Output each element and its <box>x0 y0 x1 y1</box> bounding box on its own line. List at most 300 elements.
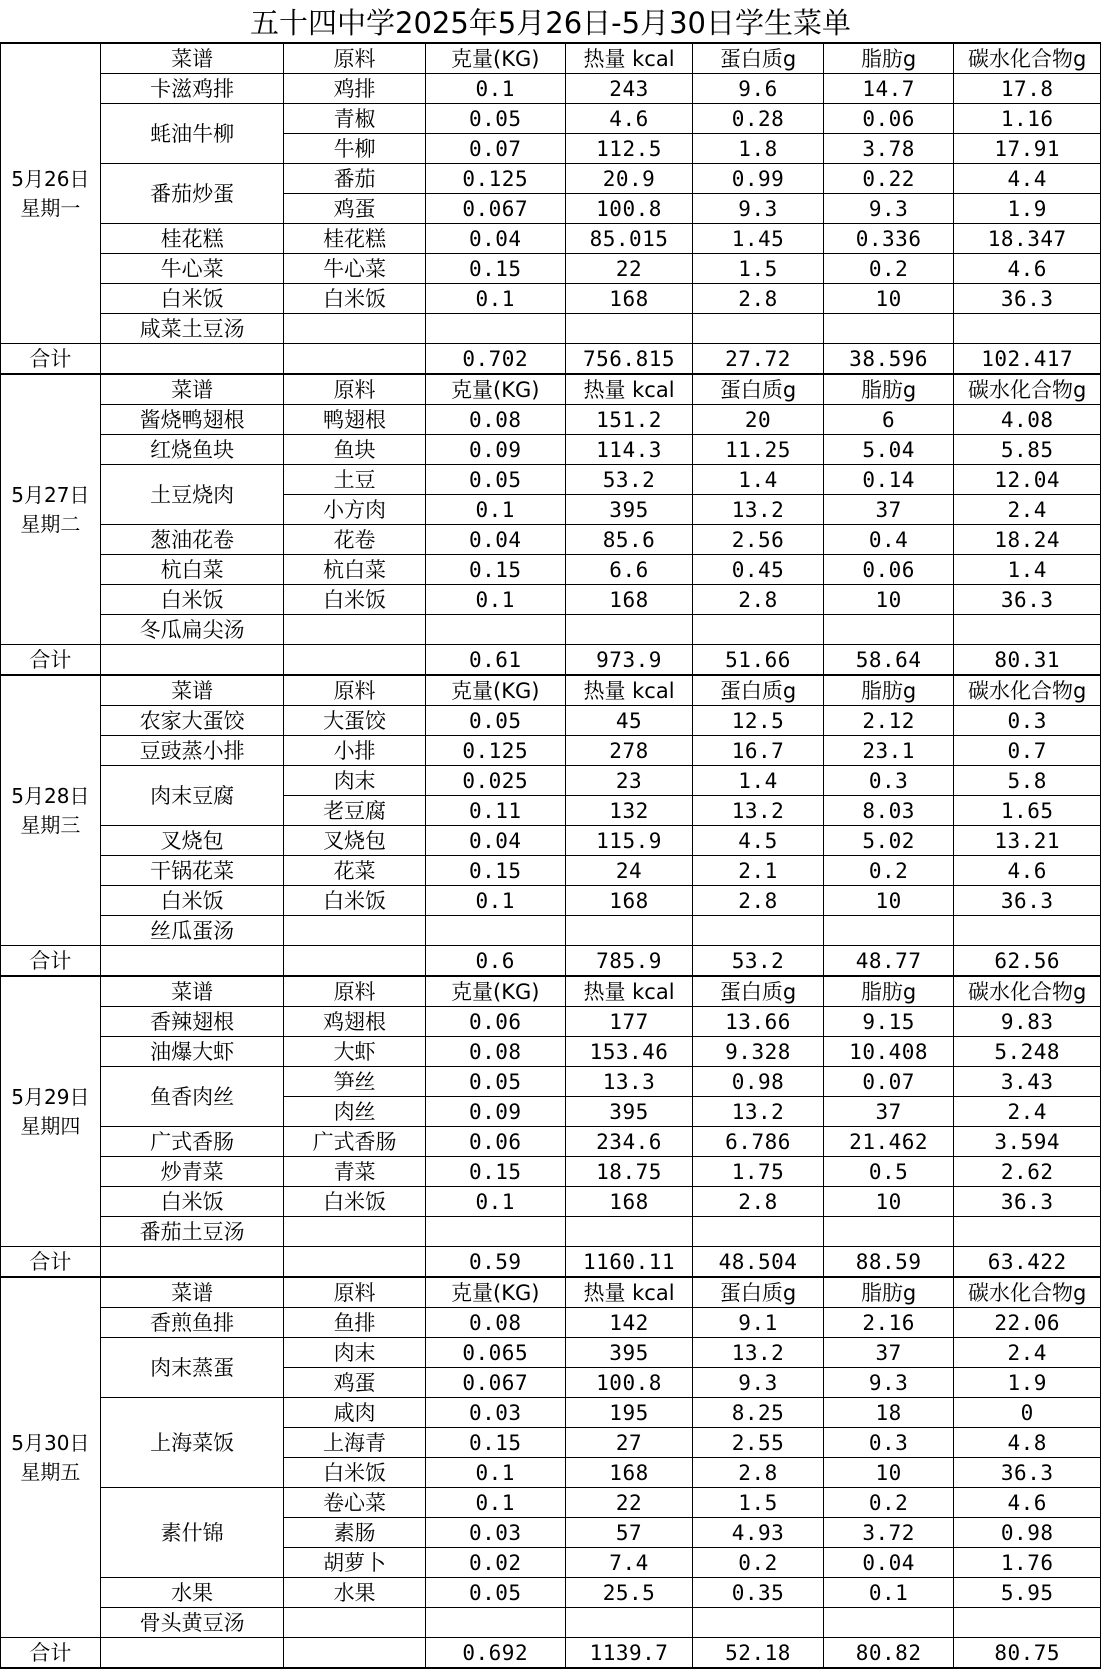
column-header: 蛋白质g <box>693 976 824 1007</box>
total-fat: 88.59 <box>823 1247 954 1278</box>
protein-cell: 13.2 <box>693 495 824 525</box>
weight-cell: 0.05 <box>425 1067 565 1097</box>
calorie-cell <box>565 1608 692 1638</box>
fat-cell <box>823 1608 954 1638</box>
carb-cell: 0 <box>954 1398 1101 1428</box>
protein-cell <box>693 1217 824 1247</box>
fat-cell: 0.06 <box>823 104 954 134</box>
table-row <box>1 1007 1101 1037</box>
calorie-cell: 25.5 <box>565 1578 692 1608</box>
total-calorie: 973.9 <box>565 645 692 676</box>
fat-cell: 9.3 <box>823 194 954 224</box>
fat-cell: 10 <box>823 1187 954 1217</box>
calorie-cell: 22 <box>565 254 692 284</box>
total-calorie: 756.815 <box>565 344 692 375</box>
protein-cell: 2.8 <box>693 886 824 916</box>
fat-cell: 37 <box>823 1338 954 1368</box>
column-header: 蛋白质g <box>693 43 824 74</box>
calorie-cell: 7.4 <box>565 1548 692 1578</box>
total-row <box>1 1638 1101 1669</box>
carb-cell: 1.9 <box>954 194 1101 224</box>
protein-cell <box>693 916 824 946</box>
dish-name: 番茄土豆汤 <box>100 1217 284 1247</box>
fat-cell: 0.06 <box>823 555 954 585</box>
ingredient-name: 大虾 <box>284 1037 425 1067</box>
protein-cell: 0.45 <box>693 555 824 585</box>
protein-cell: 9.3 <box>693 194 824 224</box>
weight-cell <box>425 314 565 344</box>
carb-cell: 1.65 <box>954 796 1101 826</box>
carb-cell <box>954 1217 1101 1247</box>
weight-cell: 0.05 <box>425 706 565 736</box>
fat-cell: 0.336 <box>823 224 954 254</box>
protein-cell: 20 <box>693 405 824 435</box>
day-label <box>1 374 101 645</box>
protein-cell: 1.75 <box>693 1157 824 1187</box>
weight-cell: 0.067 <box>425 194 565 224</box>
column-header: 原料 <box>284 374 425 405</box>
dish-name: 香煎鱼排 <box>100 1308 284 1338</box>
carb-cell: 36.3 <box>954 284 1101 314</box>
fat-cell: 0.3 <box>823 1428 954 1458</box>
ingredient-name <box>284 314 425 344</box>
calorie-cell: 177 <box>565 1007 692 1037</box>
table-row <box>1 104 1101 134</box>
empty-cell <box>284 645 425 676</box>
protein-cell: 11.25 <box>693 435 824 465</box>
total-carb: 80.75 <box>954 1638 1101 1669</box>
weight-cell: 0.09 <box>425 1097 565 1127</box>
fat-cell: 5.02 <box>823 826 954 856</box>
dish-name: 水果 <box>100 1578 284 1608</box>
carb-cell <box>954 1608 1101 1638</box>
total-row <box>1 344 1101 375</box>
carb-cell: 0.7 <box>954 736 1101 766</box>
protein-cell: 2.56 <box>693 525 824 555</box>
protein-cell: 0.35 <box>693 1578 824 1608</box>
ingredient-name: 肉丝 <box>284 1097 425 1127</box>
column-header: 原料 <box>284 976 425 1007</box>
column-header: 原料 <box>284 675 425 706</box>
calorie-cell: 13.3 <box>565 1067 692 1097</box>
fat-cell: 0.2 <box>823 1488 954 1518</box>
calorie-cell: 57 <box>565 1518 692 1548</box>
day-date: 5月30日 <box>11 1430 90 1455</box>
ingredient-name: 叉烧包 <box>284 826 425 856</box>
column-header: 蛋白质g <box>693 675 824 706</box>
column-header: 脂肪g <box>823 43 954 74</box>
day-label <box>1 976 101 1247</box>
table-row <box>1 1398 1101 1428</box>
weight-cell: 0.06 <box>425 1007 565 1037</box>
carb-cell: 5.8 <box>954 766 1101 796</box>
dish-name: 骨头黄豆汤 <box>100 1608 284 1638</box>
carb-cell: 4.6 <box>954 856 1101 886</box>
protein-cell: 9.3 <box>693 1368 824 1398</box>
calorie-cell: 168 <box>565 1187 692 1217</box>
ingredient-name: 鸡翅根 <box>284 1007 425 1037</box>
menu-body <box>1 43 1101 1668</box>
table-row <box>1 1157 1101 1187</box>
column-header: 蛋白质g <box>693 1277 824 1308</box>
table-row <box>1 1037 1101 1067</box>
protein-cell: 1.4 <box>693 465 824 495</box>
carb-cell: 36.3 <box>954 1458 1101 1488</box>
dish-name: 肉末豆腐 <box>100 766 284 826</box>
ingredient-name: 牛柳 <box>284 134 425 164</box>
table-row <box>1 164 1101 194</box>
ingredient-name: 卷心菜 <box>284 1488 425 1518</box>
dish-name: 牛心菜 <box>100 254 284 284</box>
ingredient-name: 土豆 <box>284 465 425 495</box>
dish-name: 炒青菜 <box>100 1157 284 1187</box>
carb-cell: 18.347 <box>954 224 1101 254</box>
ingredient-name <box>284 1608 425 1638</box>
fat-cell: 6 <box>823 405 954 435</box>
total-carb: 102.417 <box>954 344 1101 375</box>
fat-cell: 0.1 <box>823 1578 954 1608</box>
weight-cell: 0.04 <box>425 826 565 856</box>
fat-cell: 9.15 <box>823 1007 954 1037</box>
weight-cell: 0.08 <box>425 405 565 435</box>
carb-cell: 5.248 <box>954 1037 1101 1067</box>
dish-name: 酱烧鸭翅根 <box>100 405 284 435</box>
carb-cell: 5.85 <box>954 435 1101 465</box>
calorie-cell <box>565 615 692 645</box>
dish-name: 鱼香肉丝 <box>100 1067 284 1127</box>
ingredient-name: 鱼块 <box>284 435 425 465</box>
table-row <box>1 856 1101 886</box>
carb-cell: 13.21 <box>954 826 1101 856</box>
calorie-cell: 168 <box>565 585 692 615</box>
calorie-cell: 243 <box>565 74 692 104</box>
ingredient-name: 小方肉 <box>284 495 425 525</box>
calorie-cell: 53.2 <box>565 465 692 495</box>
protein-cell: 0.99 <box>693 164 824 194</box>
ingredient-name: 鸡排 <box>284 74 425 104</box>
dish-name: 肉末蒸蛋 <box>100 1338 284 1398</box>
calorie-cell: 27 <box>565 1428 692 1458</box>
table-row <box>1 1067 1101 1097</box>
protein-cell: 8.25 <box>693 1398 824 1428</box>
ingredient-name: 笋丝 <box>284 1067 425 1097</box>
calorie-cell: 100.8 <box>565 1368 692 1398</box>
weight-cell: 0.05 <box>425 465 565 495</box>
calorie-cell: 18.75 <box>565 1157 692 1187</box>
total-protein: 53.2 <box>693 946 824 977</box>
column-header: 碳水化合物g <box>954 43 1101 74</box>
day-header-row <box>1 43 1101 74</box>
fat-cell: 0.2 <box>823 254 954 284</box>
table-row <box>1 1338 1101 1368</box>
column-header: 克量(KG) <box>425 374 565 405</box>
day-date: 5月28日 <box>11 783 90 808</box>
carb-cell: 1.76 <box>954 1548 1101 1578</box>
total-calorie: 785.9 <box>565 946 692 977</box>
table-row <box>1 525 1101 555</box>
column-header: 菜谱 <box>100 976 284 1007</box>
dish-name: 干锅花菜 <box>100 856 284 886</box>
carb-cell: 22.06 <box>954 1308 1101 1338</box>
table-row <box>1 916 1101 946</box>
ingredient-name: 青菜 <box>284 1157 425 1187</box>
column-header: 菜谱 <box>100 374 284 405</box>
protein-cell: 0.28 <box>693 104 824 134</box>
total-carb: 63.422 <box>954 1247 1101 1278</box>
ingredient-name: 老豆腐 <box>284 796 425 826</box>
calorie-cell: 395 <box>565 1097 692 1127</box>
fat-cell: 10.408 <box>823 1037 954 1067</box>
protein-cell: 13.2 <box>693 796 824 826</box>
empty-cell <box>284 1247 425 1278</box>
table-row <box>1 1608 1101 1638</box>
total-row <box>1 1247 1101 1278</box>
weight-cell: 0.06 <box>425 1127 565 1157</box>
protein-cell: 1.45 <box>693 224 824 254</box>
carb-cell: 1.16 <box>954 104 1101 134</box>
table-row <box>1 585 1101 615</box>
weight-cell: 0.08 <box>425 1308 565 1338</box>
carb-cell: 4.8 <box>954 1428 1101 1458</box>
ingredient-name: 肉末 <box>284 1338 425 1368</box>
carb-cell: 4.6 <box>954 1488 1101 1518</box>
carb-cell: 1.4 <box>954 555 1101 585</box>
column-header: 脂肪g <box>823 1277 954 1308</box>
ingredient-name: 青椒 <box>284 104 425 134</box>
dish-name: 丝瓜蛋汤 <box>100 916 284 946</box>
fat-cell: 0.22 <box>823 164 954 194</box>
ingredient-name: 番茄 <box>284 164 425 194</box>
carb-cell <box>954 916 1101 946</box>
protein-cell: 9.6 <box>693 74 824 104</box>
calorie-cell: 22 <box>565 1488 692 1518</box>
carb-cell: 2.4 <box>954 495 1101 525</box>
calorie-cell: 142 <box>565 1308 692 1338</box>
total-calorie: 1160.11 <box>565 1247 692 1278</box>
fat-cell: 10 <box>823 284 954 314</box>
menu-table <box>0 42 1101 1669</box>
fat-cell: 10 <box>823 585 954 615</box>
table-row <box>1 465 1101 495</box>
total-weight: 0.692 <box>425 1638 565 1669</box>
ingredient-name: 素肠 <box>284 1518 425 1548</box>
weight-cell: 0.1 <box>425 284 565 314</box>
dish-name: 白米饭 <box>100 886 284 916</box>
ingredient-name: 白米饭 <box>284 284 425 314</box>
table-row <box>1 1578 1101 1608</box>
weight-cell: 0.11 <box>425 796 565 826</box>
protein-cell: 13.2 <box>693 1338 824 1368</box>
ingredient-name: 咸肉 <box>284 1398 425 1428</box>
calorie-cell: 85.6 <box>565 525 692 555</box>
total-fat: 48.77 <box>823 946 954 977</box>
carb-cell: 9.83 <box>954 1007 1101 1037</box>
carb-cell: 4.6 <box>954 254 1101 284</box>
day-header-row <box>1 1277 1101 1308</box>
table-row <box>1 314 1101 344</box>
protein-cell: 1.4 <box>693 766 824 796</box>
dish-name: 油爆大虾 <box>100 1037 284 1067</box>
table-row <box>1 254 1101 284</box>
weight-cell <box>425 1217 565 1247</box>
carb-cell: 17.8 <box>954 74 1101 104</box>
column-header: 碳水化合物g <box>954 675 1101 706</box>
total-protein: 52.18 <box>693 1638 824 1669</box>
ingredient-name: 白米饭 <box>284 1458 425 1488</box>
fat-cell: 2.12 <box>823 706 954 736</box>
weight-cell: 0.15 <box>425 856 565 886</box>
calorie-cell: 132 <box>565 796 692 826</box>
ingredient-name: 上海青 <box>284 1428 425 1458</box>
fat-cell <box>823 314 954 344</box>
dish-name: 香辣翅根 <box>100 1007 284 1037</box>
column-header: 克量(KG) <box>425 1277 565 1308</box>
protein-cell: 2.8 <box>693 1187 824 1217</box>
ingredient-name: 水果 <box>284 1578 425 1608</box>
carb-cell: 3.594 <box>954 1127 1101 1157</box>
fat-cell: 0.14 <box>823 465 954 495</box>
day-date: 5月27日 <box>11 482 90 507</box>
column-header: 碳水化合物g <box>954 374 1101 405</box>
carb-cell: 3.43 <box>954 1067 1101 1097</box>
protein-cell: 2.1 <box>693 856 824 886</box>
table-row <box>1 405 1101 435</box>
weight-cell: 0.065 <box>425 1338 565 1368</box>
column-header: 热量 kcal <box>565 43 692 74</box>
carb-cell: 2.4 <box>954 1097 1101 1127</box>
weight-cell: 0.125 <box>425 736 565 766</box>
day-weekday: 星期一 <box>20 195 81 220</box>
calorie-cell: 85.015 <box>565 224 692 254</box>
table-row <box>1 1217 1101 1247</box>
protein-cell: 2.8 <box>693 585 824 615</box>
total-protein: 48.504 <box>693 1247 824 1278</box>
protein-cell <box>693 314 824 344</box>
column-header: 克量(KG) <box>425 976 565 1007</box>
calorie-cell: 20.9 <box>565 164 692 194</box>
fat-cell: 3.72 <box>823 1518 954 1548</box>
column-header: 原料 <box>284 43 425 74</box>
weight-cell: 0.05 <box>425 104 565 134</box>
fat-cell: 18 <box>823 1398 954 1428</box>
protein-cell: 1.5 <box>693 254 824 284</box>
calorie-cell: 4.6 <box>565 104 692 134</box>
total-weight: 0.6 <box>425 946 565 977</box>
table-row <box>1 1187 1101 1217</box>
calorie-cell: 100.8 <box>565 194 692 224</box>
protein-cell: 9.1 <box>693 1308 824 1338</box>
empty-cell <box>284 1638 425 1669</box>
calorie-cell: 234.6 <box>565 1127 692 1157</box>
protein-cell: 2.8 <box>693 1458 824 1488</box>
table-row <box>1 826 1101 856</box>
column-header: 热量 kcal <box>565 675 692 706</box>
fat-cell: 14.7 <box>823 74 954 104</box>
column-header: 碳水化合物g <box>954 976 1101 1007</box>
total-label: 合计 <box>1 344 101 375</box>
column-header: 菜谱 <box>100 43 284 74</box>
calorie-cell: 395 <box>565 1338 692 1368</box>
column-header: 菜谱 <box>100 1277 284 1308</box>
calorie-cell: 23 <box>565 766 692 796</box>
total-weight: 0.702 <box>425 344 565 375</box>
carb-cell: 0.98 <box>954 1518 1101 1548</box>
day-label <box>1 43 101 344</box>
dish-name: 杭白菜 <box>100 555 284 585</box>
weight-cell: 0.025 <box>425 766 565 796</box>
calorie-cell: 168 <box>565 886 692 916</box>
ingredient-name: 鸡蛋 <box>284 1368 425 1398</box>
dish-name: 红烧鱼块 <box>100 435 284 465</box>
column-header: 热量 kcal <box>565 1277 692 1308</box>
protein-cell: 4.5 <box>693 826 824 856</box>
ingredient-name: 白米饭 <box>284 585 425 615</box>
weight-cell: 0.1 <box>425 886 565 916</box>
dish-name: 桂花糕 <box>100 224 284 254</box>
ingredient-name <box>284 615 425 645</box>
column-header: 克量(KG) <box>425 43 565 74</box>
weight-cell: 0.07 <box>425 134 565 164</box>
ingredient-name: 广式香肠 <box>284 1127 425 1157</box>
total-label: 合计 <box>1 1638 101 1669</box>
dish-name: 葱油花卷 <box>100 525 284 555</box>
fat-cell: 0.2 <box>823 856 954 886</box>
protein-cell: 2.8 <box>693 284 824 314</box>
dish-name: 冬瓜扁尖汤 <box>100 615 284 645</box>
fat-cell: 5.04 <box>823 435 954 465</box>
protein-cell: 9.328 <box>693 1037 824 1067</box>
table-row <box>1 74 1101 104</box>
ingredient-name: 胡萝卜 <box>284 1548 425 1578</box>
column-header: 热量 kcal <box>565 374 692 405</box>
ingredient-name: 小排 <box>284 736 425 766</box>
fat-cell: 10 <box>823 1458 954 1488</box>
fat-cell: 8.03 <box>823 796 954 826</box>
total-calorie: 1139.7 <box>565 1638 692 1669</box>
weight-cell: 0.1 <box>425 74 565 104</box>
ingredient-name: 花菜 <box>284 856 425 886</box>
total-row <box>1 946 1101 977</box>
dish-name: 上海菜饭 <box>100 1398 284 1488</box>
dish-name: 卡滋鸡排 <box>100 74 284 104</box>
calorie-cell: 278 <box>565 736 692 766</box>
total-label: 合计 <box>1 946 101 977</box>
column-header: 脂肪g <box>823 976 954 1007</box>
total-label: 合计 <box>1 1247 101 1278</box>
weight-cell: 0.02 <box>425 1548 565 1578</box>
table-row <box>1 435 1101 465</box>
protein-cell: 13.2 <box>693 1097 824 1127</box>
calorie-cell: 114.3 <box>565 435 692 465</box>
empty-cell <box>284 344 425 375</box>
protein-cell <box>693 1608 824 1638</box>
total-weight: 0.59 <box>425 1247 565 1278</box>
protein-cell: 2.55 <box>693 1428 824 1458</box>
carb-cell: 2.4 <box>954 1338 1101 1368</box>
weight-cell <box>425 916 565 946</box>
fat-cell: 37 <box>823 495 954 525</box>
carb-cell <box>954 314 1101 344</box>
ingredient-name: 杭白菜 <box>284 555 425 585</box>
protein-cell: 0.2 <box>693 1548 824 1578</box>
table-row <box>1 224 1101 254</box>
calorie-cell: 24 <box>565 856 692 886</box>
day-label <box>1 675 101 946</box>
weight-cell: 0.15 <box>425 1157 565 1187</box>
total-empty-cell <box>100 946 284 977</box>
fat-cell: 23.1 <box>823 736 954 766</box>
table-row <box>1 1127 1101 1157</box>
